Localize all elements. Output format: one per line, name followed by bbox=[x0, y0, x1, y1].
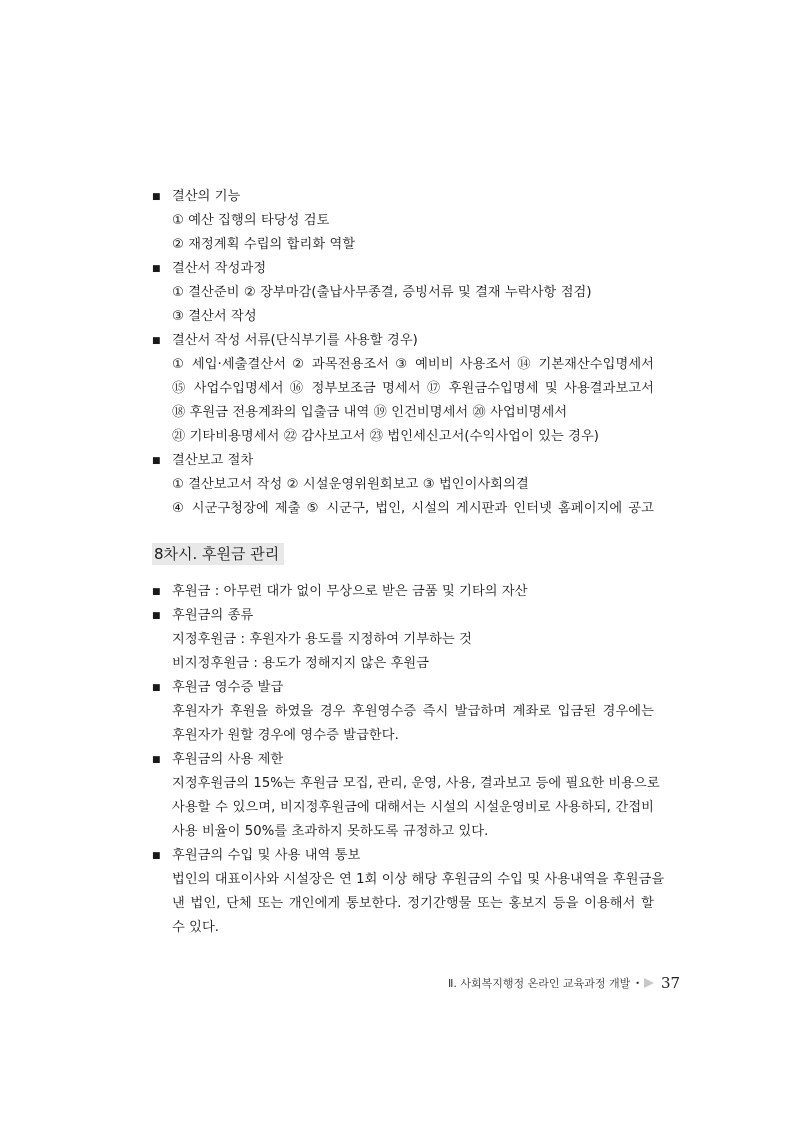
list-item: ① 예산 집행의 타당성 검토 bbox=[172, 213, 330, 228]
list-item: ⑮ 사업수입명세서 ⑯ 정부보조금 명세서 ⑰ 후원금수입명세 및 사용결과보고서 bbox=[172, 381, 654, 396]
list-item: ① 결산준비 ② 장부마감(출납사무종결, 증빙서류 및 결재 누락사항 점검) bbox=[172, 285, 592, 300]
paragraph-line: 사용 비율이 50%를 초과하지 못하도록 규정하고 있다. bbox=[172, 824, 489, 839]
page-number: 37 bbox=[661, 974, 681, 992]
list-item: ① 세입·세출결산서 ② 과목전용조서 ③ 예비비 사용조서 ⑭ 기본재산수입명세서 bbox=[172, 357, 654, 372]
footer-dot: • bbox=[635, 978, 641, 988]
list-item: ② 재정계획 수립의 합리화 역할 bbox=[172, 237, 356, 252]
list-item: ③ 결산서 작성 bbox=[172, 309, 257, 324]
paragraph-line: 법인의 대표이사와 시설장은 연 1회 이상 해당 후원금의 수입 및 사용내역을 후원금을 bbox=[172, 872, 665, 887]
list-item: ④ 시군구청장에 제출 ⑤ 시군구, 법인, 시설의 게시판과 인터넷 홈페이지에 공고 bbox=[172, 501, 654, 516]
chevron-right-icon bbox=[643, 977, 655, 989]
list-item: 지정후원금 : 후원자가 용도를 지정하여 기부하는 것 bbox=[172, 632, 472, 647]
list-item: ⑱ 후원금 전용계좌의 입출금 내역 ⑲ 인건비명세서 ⑳ 사업비명세서 bbox=[172, 405, 568, 420]
list-item: 비지정후원금 : 용도가 정해지지 않은 후원금 bbox=[172, 656, 430, 671]
paragraph-line: 후원자가 후원을 하였을 경우 후원영수증 즉시 발급하며 계좌로 입금된 경우에는 bbox=[172, 704, 654, 719]
list-item: ㉑ 기타비용명세서 ㉒ 감사보고서 ㉓ 법인세신고서(수익사업이 있는 경우) bbox=[172, 429, 600, 444]
paragraph-line: 지정후원금의 15%는 후원금 모집, 관리, 운영, 사용, 결과보고 등에 필요한 비용으로 bbox=[172, 776, 660, 791]
section-title: 8차시. 후원금 관리 bbox=[152, 543, 284, 565]
paragraph-line: 후원자가 원할 경우에 영수증 발급한다. bbox=[172, 728, 399, 743]
page-footer bbox=[448, 973, 680, 993]
list-item: ① 결산보고서 작성 ② 시설운영위원회보고 ③ 법인이사회의결 bbox=[172, 477, 529, 492]
document-page: 결산의 기능 ① 예산 집행의 타당성 검토 ② 재정계획 수립의 합리화 역할 결산서 작성과정 ① 결산준비 ② 장부마감(출납사무종결, 증빙서류 및 결재 누락사항 점검) ③ 결산서 작성 결산서 작성 서류(단식부기를 사용할 경우) ① 세입·세출결산서 ② 과목전용조서 ③ 예비비 사용조서 ⑭ 기본재산수입명세서 ⑮ 사업수입명세서 ⑯ 정부보조금 명세서 ⑰ 후원금수입명세 및 사용결과보고서 ⑱ 후원금 전용계좌의 입출금 내역 ⑲ 인건비명세서 ⑳ 사업비명세서 ㉑ 기타비용명세서 ㉒ 감사보고서 ㉓ 법인세신고서(수익사업이 있는 경우) 결산보고 절차 ① 결산보고서 작성 ② 시설운영위원회보고 ③ 법인이사회의결 ④ 시군구청장에 제출 ⑤ 시군구, 법인, 시설의 게시판과 인터넷 홈페이지에 공고 8차시. 후원금 관리 후원금 : 아무런 대가 없이 무상으로 받은 금품 및 기타의 자산 후원금의 종류 지정후원금 : 후원자가 용도를 지정하여 기부하는 것 비지정후원금 : 용도가 정해지지 않은 후원금 후원금 영수증 발급 후원자가 후원을 하였을 경우 후원영수증 즉시 발급하며 계좌로 입금된 경우에는 후원자가 원할 경우에 영수증 발급한다. 후원금의 사용 제한 지정후원금의 15%는 후원금 모집, 관리, 운영, 사용, 결과보고 등에 필요한 비용으로 사용할 수 있으며, 비지정후원금에 대해서는 시설의 시설운영비로 사용하되, 간접비 사용 비율이 50%를 초과하지 못하도록 규정하고 있다. 후원금의 수입 및 사용 내역 통보 법인의 대표이사와 시설장은 연 1회 이상 해당 후원금의 수입 및 사용내역을 후원금을 낸 법인, 단체 또는 개인에게 통보한다. 정기간행물 또는 홍보지 등을 이용해서 할 수 있다. Ⅱ. 사회복지행정 온라인 교육과정 개발 • 37 bbox=[154, 189, 681, 992]
paragraph-line: 수 있다. bbox=[172, 920, 220, 935]
footer-chapter-title: Ⅱ. 사회복지행정 온라인 교육과정 개발 bbox=[448, 977, 631, 990]
paragraph-line: 사용할 수 있으며, 비지정후원금에 대해서는 시설의 시설운영비로 사용하되, 간접비 bbox=[172, 800, 654, 815]
paragraph-line: 낸 법인, 단체 또는 개인에게 통보한다. 정기간행물 또는 홍보지 등을 이용해서 할 bbox=[172, 896, 654, 911]
